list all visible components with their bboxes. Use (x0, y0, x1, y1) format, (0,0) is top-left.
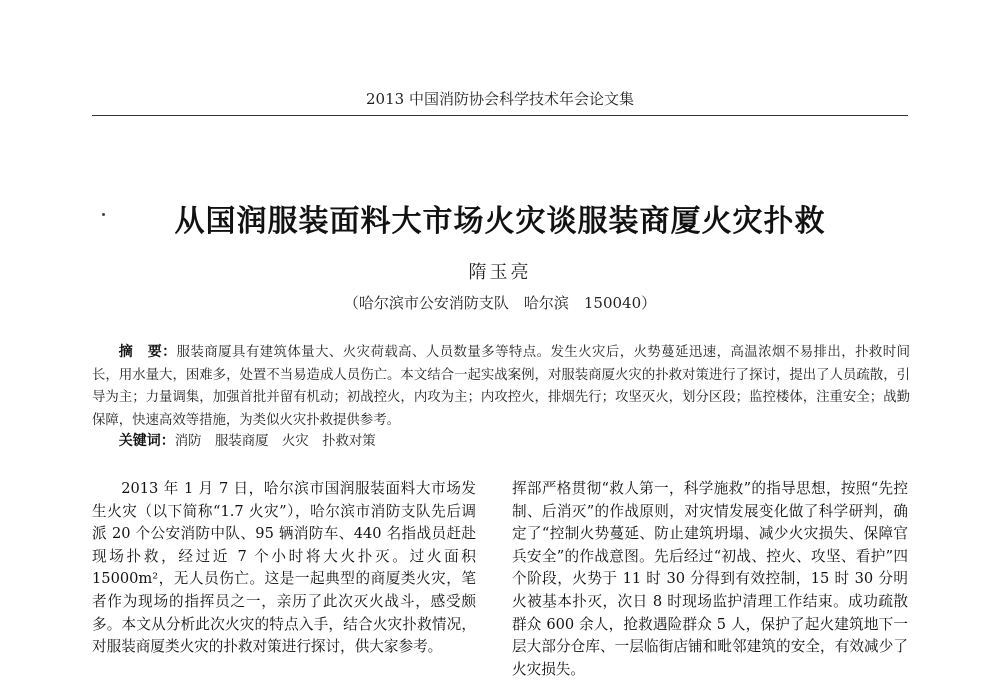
author-name: 隋玉亮 (468, 262, 532, 283)
abstract-text: 服装商厦具有建筑体量大、火灾荷载高、人员数量多等特点。发生火灾后，火势蔓延迅速，高温浓烟不易排出，扑救时间长，用水量大，困难多，处置不当易造成人员伤亡。本文结合一起实战案例，对服装商厦火灾的扑救对策进行了探讨，提出了人员疏散，引导为主；力量调集，加强首批并留有机动；初战控火，内攻为主；内攻控火，排烟先行；攻坚灭火，划分区段；监控楼体，注重安全；战勤保障，快速高效等措施，为类似火灾扑救提供参考。 (92, 345, 911, 428)
body-right-column: 挥部严格贯彻“救人第一，科学施救”的指导思想，按照“先控制、后消灭”的作战原则，对灾情发展变化做了科学研判，确定了“控制火势蔓延、防止建筑坍塌、减少火灾损失、保障官兵安全”的作战意图。先后经过“初战、控火、攻坚、看护”四个阶段，火势于 11 时 30 分得到有效控制，15 时 30 分明火被基本扑灭，次日 8 时现场监护清理工作结束。成功疏散群众 600 余人，抢救遇险群众 5 人，保护了起火建筑地下一层大部分仓库、一层临街店铺和毗邻建筑的安全，有效减少了火灾损失。 (512, 480, 908, 678)
header-rule (92, 115, 908, 116)
abstract (92, 341, 910, 432)
body-left-column: 2013 年 1 月 7 日，哈尔滨市国润服装面料大市场发生火灾（以下简称“1.7 火灾”），哈尔滨市消防支队先后调派 20 个公安消防中队、95 辆消防车、440 名指战员赶赴现场扑救，经过近 7 个小时将大火扑灭。过火面积 15000m²，无人员伤亡。这是一起典型的商厦类火灾，笔者作为现场的指挥员之一，亲历了此次灭火战斗，感受颇多。本文从分析此次火灾的特点入手，结合火灾扑救情况，对服装商厦类火灾的扑救对策进行探讨，供大家参考。 (92, 480, 476, 656)
keywords-text: 消防 服装商厦 火灾 扑救对策 (174, 434, 376, 449)
abstract-label: 摘 要： (118, 344, 177, 360)
paper-title: 从国润服装面料大市场火灾谈服装商厦火灾扑救 (174, 204, 826, 239)
running-header: 2013 中国消防协会科学技术年会论文集 (366, 90, 634, 108)
keywords-label: 关键词： (118, 433, 175, 449)
keywords (92, 430, 910, 453)
author-affiliation: （哈尔滨市公安消防支队 哈尔滨 150040） (343, 294, 657, 312)
